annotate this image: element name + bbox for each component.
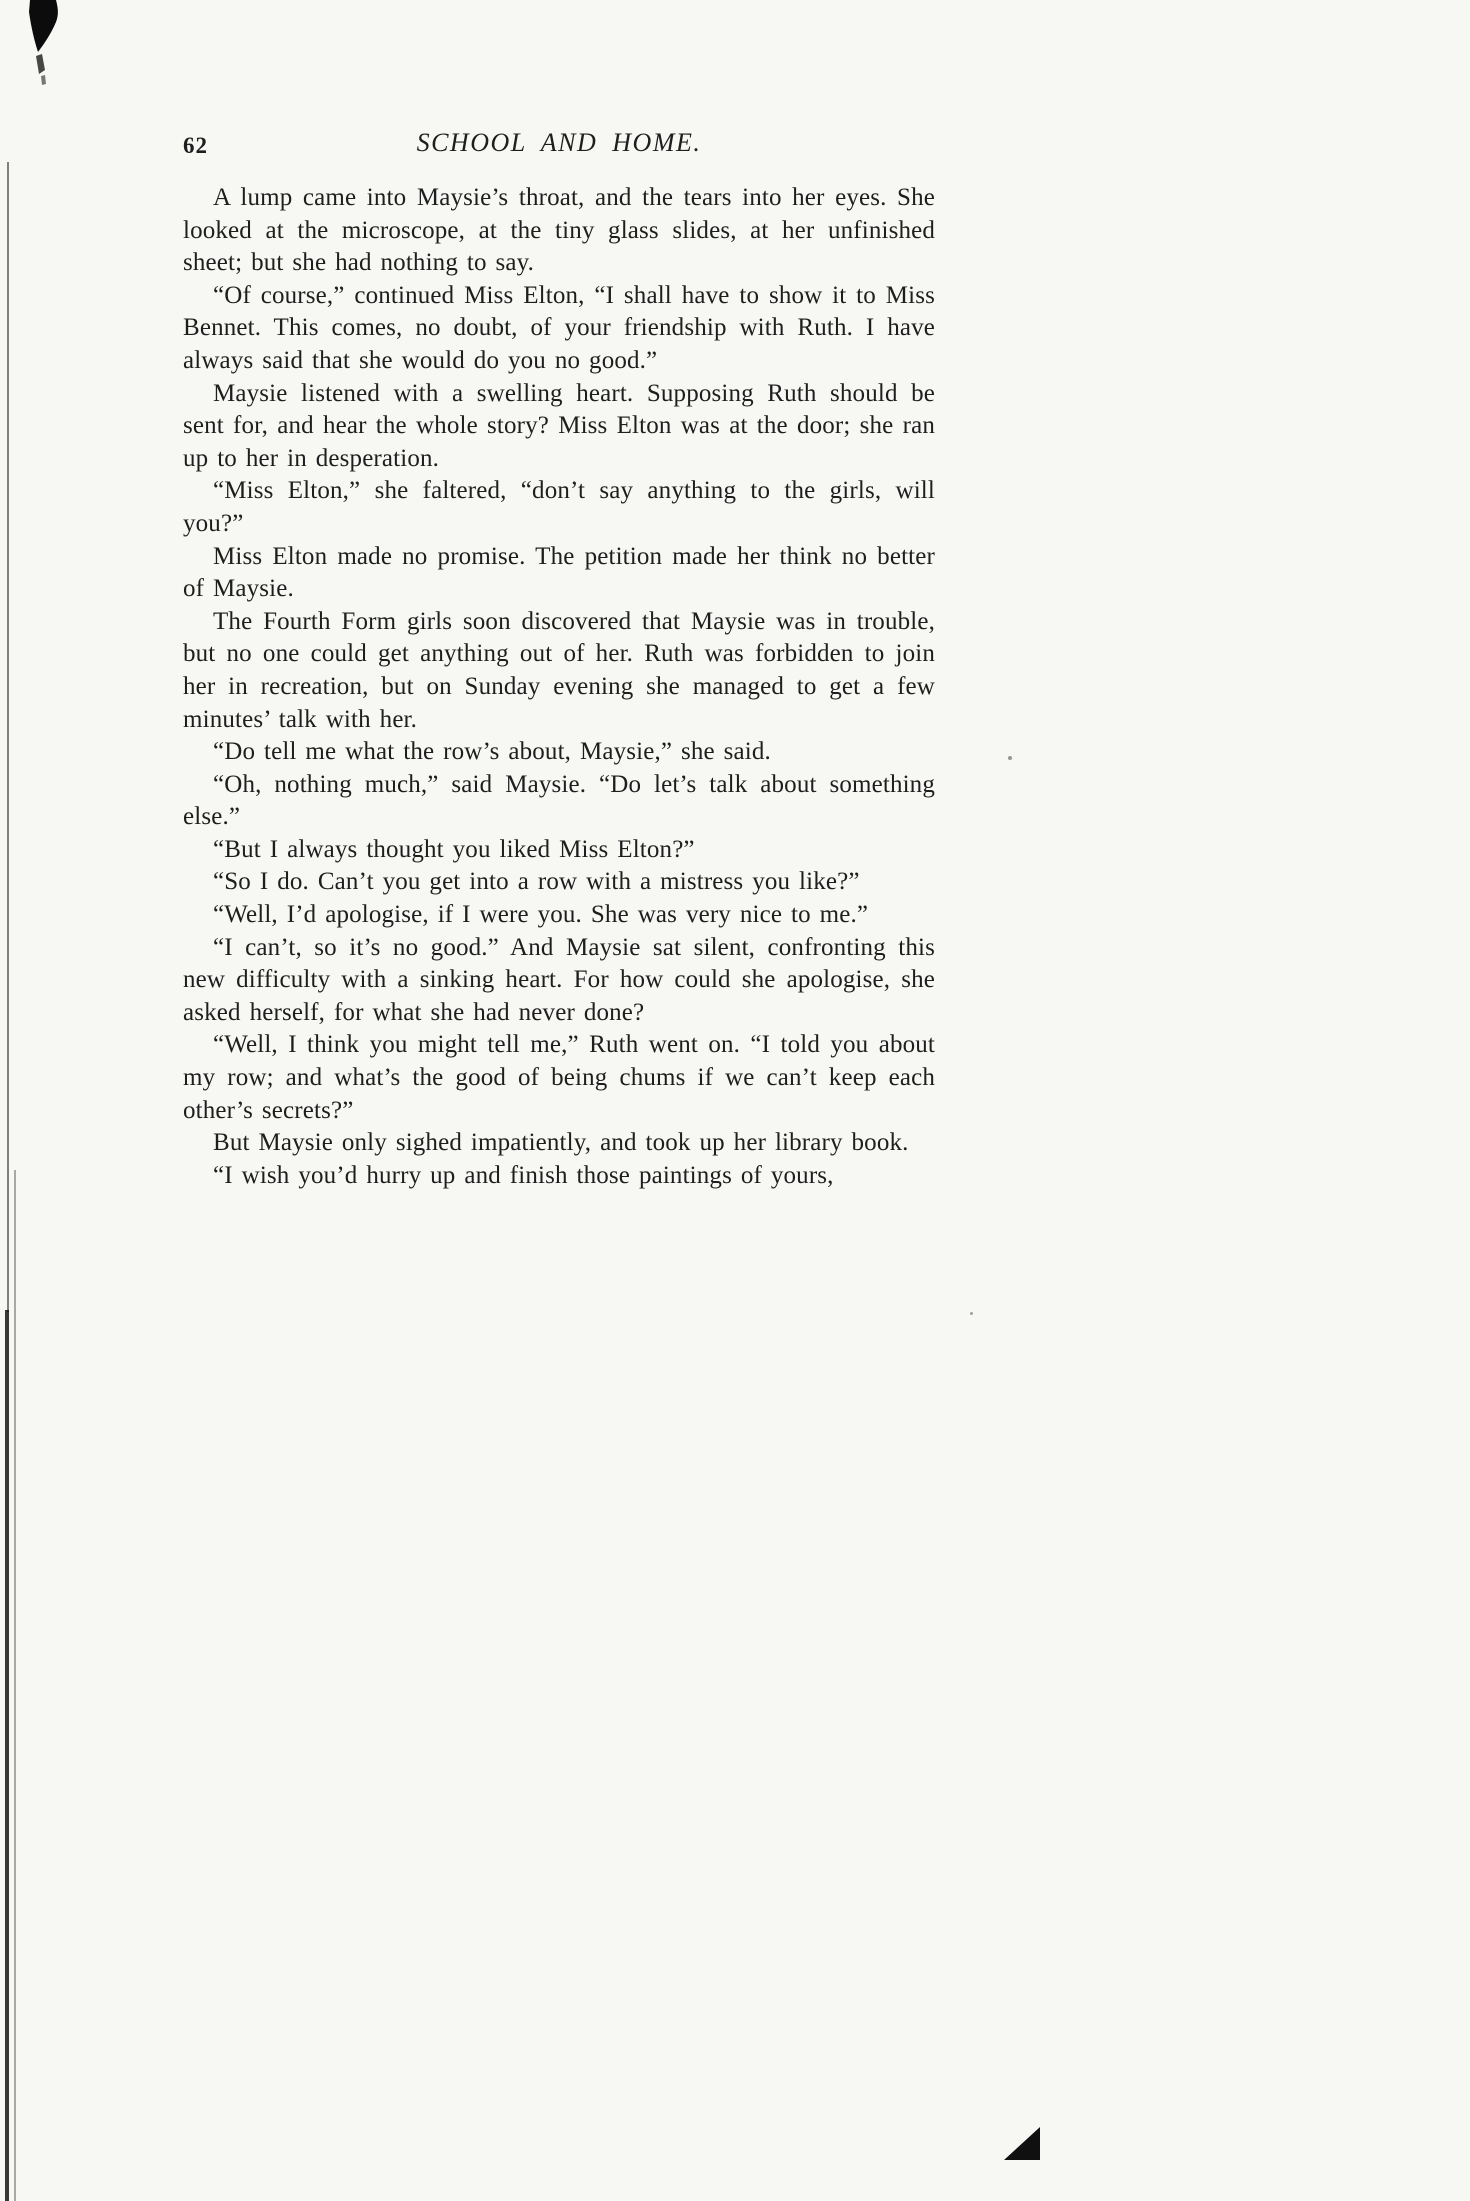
ink-blob-artifact <box>24 0 68 86</box>
binding-shadow-line <box>7 162 9 1312</box>
running-head <box>183 128 935 164</box>
scan-speck <box>970 1312 973 1315</box>
printed-area <box>183 128 935 1192</box>
paragraph: “Oh, nothing much,” said Maysie. “Do let’s talk about something else.” <box>183 770 935 831</box>
page-number: 62 <box>183 133 208 158</box>
paragraph: “Well, I think you might tell me,” Ruth went on. “I told you about my row; and what’s the good of being chums if we can’t keep each other’s secrets?” <box>183 1031 935 1124</box>
running-title: SCHOOL AND HOME. <box>416 128 702 157</box>
paragraph: Miss Elton made no promise. The petition made her think no better of Maysie. <box>183 542 935 603</box>
paragraph: “Miss Elton,” she faltered, “don’t say anything to the girls, will you?” <box>183 477 935 537</box>
binding-shadow-line <box>5 1310 9 2201</box>
paragraph: “So I do. Can’t you get into a row with a mistress you like?” <box>213 868 860 896</box>
binding-shadow-line <box>14 1170 16 2201</box>
paragraph: Maysie listened with a swelling heart. Supposing Ruth should be sent for, and hear the whole story? Miss Elton was at the door; she ran up to her in desperation. <box>183 379 935 472</box>
paragraph: “I wish you’d hurry up and finish those paintings of yours, <box>213 1161 834 1189</box>
paragraph: “But I always thought you liked Miss Elton?” <box>213 835 695 863</box>
scan-speck <box>1008 756 1012 760</box>
body-text <box>183 182 935 1192</box>
paragraph: “Do tell me what the row’s about, Maysie,” she said. <box>213 738 771 766</box>
paragraph: “I can’t, so it’s no good.” And Maysie sat silent, confronting this new difficulty with a sinking heart. For how could she apologise, she asked herself, for what she had never done? <box>183 933 935 1026</box>
paragraph: “Of course,” continued Miss Elton, “I shall have to show it to Miss Bennet. This comes, no doubt, of your friendship with Ruth. I have always said that she would do you no good.” <box>183 281 935 374</box>
paragraph: The Fourth Form girls soon discovered that Maysie was in trouble, but no one could get anything out of her. Ruth was forbidden to join her in recreation, but on Sunday evening she managed to get a few minutes’ talk with her. <box>183 607 935 733</box>
paragraph: But Maysie only sighed impatiently, and took up her library book. <box>213 1129 909 1157</box>
paragraph: “Well, I’d apologise, if I were you. She was very nice to me.” <box>213 901 869 929</box>
page-corner-artifact <box>1004 2127 1040 2160</box>
paragraph: A lump came into Maysie’s throat, and the tears into her eyes. She looked at the microscope, at the tiny glass slides, at her unfinished sheet; but she had nothing to say. <box>183 184 935 277</box>
